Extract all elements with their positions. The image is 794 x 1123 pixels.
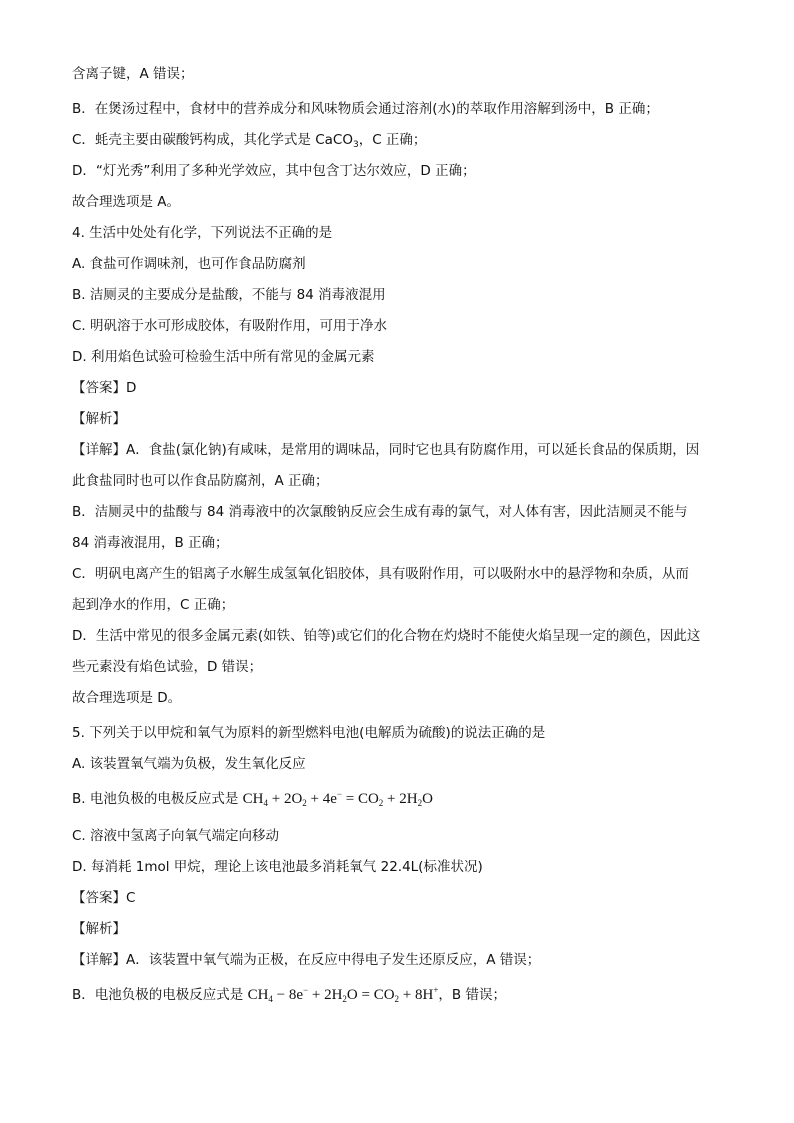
text-line: C．蚝壳主要由碳酸钙构成，其化学式是 CaCO$_3$，C 正确； <box>72 132 427 150</box>
option-b: B. 洁厕灵的主要成分是盐酸，不能与 84 消毒液混用 <box>72 287 386 303</box>
option-d: D. 利用焰色试验可检验生活中所有常见的金属元素 <box>72 349 375 365</box>
text-line: 此食盐同时也可以作食品防腐剂，A 正确； <box>72 473 329 489</box>
text-line: B．在煲汤过程中，食材中的营养成分和风味物质会通过溶剂(水)的萃取作用溶解到汤中，B 正确； <box>72 101 659 117</box>
text-line: 故合理选项是 A。 <box>72 194 181 210</box>
option-c: C. 明矾溶于水可形成胶体，有吸附作用，可用于净水 <box>72 318 388 334</box>
answer-label: 【答案】D <box>72 380 137 396</box>
analysis-label: 【解析】 <box>72 921 126 937</box>
option-a: A. 该装置氧气端为负极，发生氧化反应 <box>72 756 306 772</box>
text-line: 84 消毒液混用，B 正确； <box>72 535 229 551</box>
text-line: B．洁厕灵中的盐酸与 84 消毒液中的次氯酸钠反应会生成有毒的氯气，对人体有害，因此洁厕灵不能与 <box>72 504 688 520</box>
text-line: B．电池负极的电极反应式是 $CH_4 - 8e^- + 2H_2O = CO_2 + 8H^+$，B 错误； <box>72 985 506 1004</box>
answer-label: 【答案】C <box>72 890 136 906</box>
text-line: D．“灯光秀”利用了多种光学效应，其中包含丁达尔效应，D 正确； <box>72 163 476 179</box>
option-c: C. 溶液中氢离子向氧气端定向移动 <box>72 828 280 844</box>
text-line: D．生活中常见的很多金属元素(如铁、铂等)或它们的化合物在灼烧时不能使火焰呈现一定的颜色，因此这 <box>72 628 701 644</box>
analysis-label: 【解析】 <box>72 411 126 427</box>
text-line: 些元素没有焰色试验，D 错误； <box>72 659 263 675</box>
text-line: 起到净水的作用，C 正确； <box>72 597 235 613</box>
text-line: 【详解】A．食盐(氯化钠)有咸味，是常用的调味品，同时它也具有防腐作用，可以延长食品的保质期，因 <box>72 442 700 458</box>
equation: $CH_4 - 8e^- + 2H_2O = CO_2 + 8H^+$ <box>247 985 439 1004</box>
equation: $CH_4 + 2O_2 + 4e^- = CO_2 + 2H_2O$ <box>242 789 433 808</box>
question-stem: 5. 下列关于以甲烷和氧气为原料的新型燃料电池(电解质为硫酸)的说法正确的是 <box>72 725 546 741</box>
option-d: D. 每消耗 1mol 甲烷，理论上该电池最多消耗氧气 22.4L(标准状况) <box>72 859 483 875</box>
option-b: B. 电池负极的电极反应式是 $CH_4 + 2O_2 + 4e^- = CO_2 + 2H_2O$ <box>72 789 433 808</box>
text-line: C．明矾电离产生的铝离子水解生成氢氧化铝胶体，具有吸附作用，可以吸附水中的悬浮物和杂质，从而 <box>72 566 689 582</box>
text-line: 故合理选项是 D。 <box>72 690 182 706</box>
question-stem: 4. 生活中处处有化学，下列说法不正确的是 <box>72 225 333 241</box>
option-a: A. 食盐可作调味剂，也可作食品防腐剂 <box>72 256 306 272</box>
text-line: 【详解】A．该装置中氧气端为正极，在反应中得电子发生还原反应，A 错误； <box>72 952 541 968</box>
text-line: 含离子键，A 错误； <box>72 66 194 82</box>
